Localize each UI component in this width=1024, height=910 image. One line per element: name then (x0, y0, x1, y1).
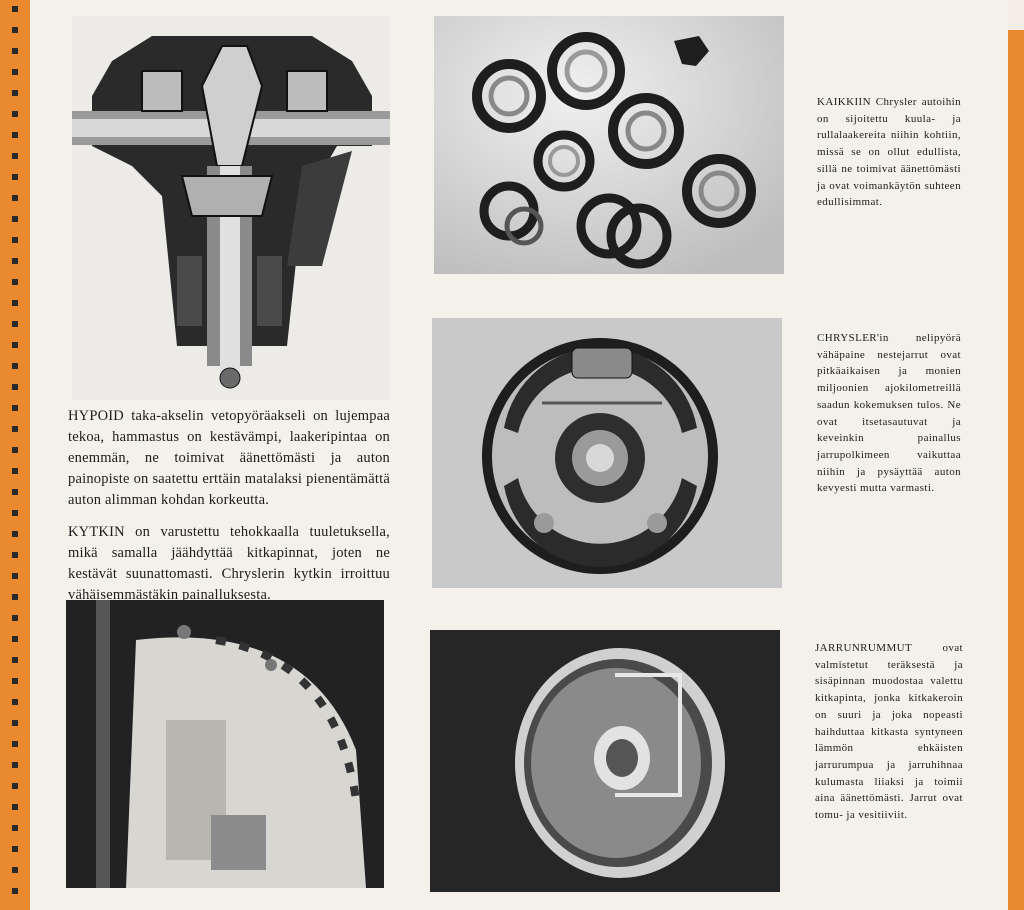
brakes-caption-lead: CHRYSLER'in (817, 332, 889, 344)
hypoid-caption (68, 406, 390, 511)
brake-assembly-photo (432, 318, 782, 588)
drum-caption-body: ovat valmistetut teräksestä ja sisäpinnan muodostaa valettu kitkapinta, jonka kitkakeroin on suuri ja joka nopeasti haihduttaa kitkasta syntyneen lämmön ehkäisten jarrurumpua ja jarruhihnaa kulumasta liiaksi ja toimii aina äänettömästi. Jarrut ovat tomu- ja vesitiiviit. (815, 642, 963, 822)
clutch-photo (66, 600, 384, 888)
bearings-caption-lead: KAIKKIIN (817, 96, 871, 108)
hypoid-caption-body: taka-akselin vetopyöräakseli on lujempaa tekoa, hammastus on kestävämpi, laakeripintaa on enemmän, ne toimivat äänettömästi ja auton painopiste on saatettu erttäin matalaksi pienentämättä auton alimman kohdan korkeutta. (68, 408, 390, 508)
kytkin-caption-lead: KYTKIN (68, 524, 125, 540)
kytkin-caption (68, 522, 390, 606)
hypoid-axle-illustration (72, 16, 390, 400)
brakes-caption-body: nelipyörä vähäpaine nestejarrut ovat pitkäaikaisen ja monien miljoonien ajokilometreillä saadun kokemuksen tulos. Ne ovat itsetasautuvat ja keveinkin painallus jarrupolkimeen vaikuttaa niihin ja pysäyttää auton kevyesti mutta varmasti. (817, 332, 961, 495)
drum-caption (815, 640, 963, 824)
hypoid-caption-lead: HYPOID (68, 408, 124, 424)
page-edge (1008, 30, 1024, 910)
drum-caption-lead: JARRUNRUMMUT (815, 642, 912, 654)
brake-drum-photo (430, 630, 780, 892)
kytkin-caption-body: on varustettu tehokkaalla tuuletuksella, mikä samalla jäähdyttää kitkapinnat, joten ne kestävät suunattomasti. Chryslerin kytkin irroittuu vähäisemmästäkin painalluksesta. (68, 524, 390, 603)
bearings-caption (817, 94, 961, 211)
bearings-photo (434, 16, 784, 274)
brakes-caption (817, 330, 961, 497)
spiral-binding (0, 0, 30, 910)
bearings-caption-body: Chrysler autoihin on sijoitettu kuula- ja rullalaakereita niihin kohtiin, missä se on ollut edullista, sillä ne toimivat äänettömästi ja ovat voimankäytön suhteen edullisimmat. (817, 96, 961, 209)
